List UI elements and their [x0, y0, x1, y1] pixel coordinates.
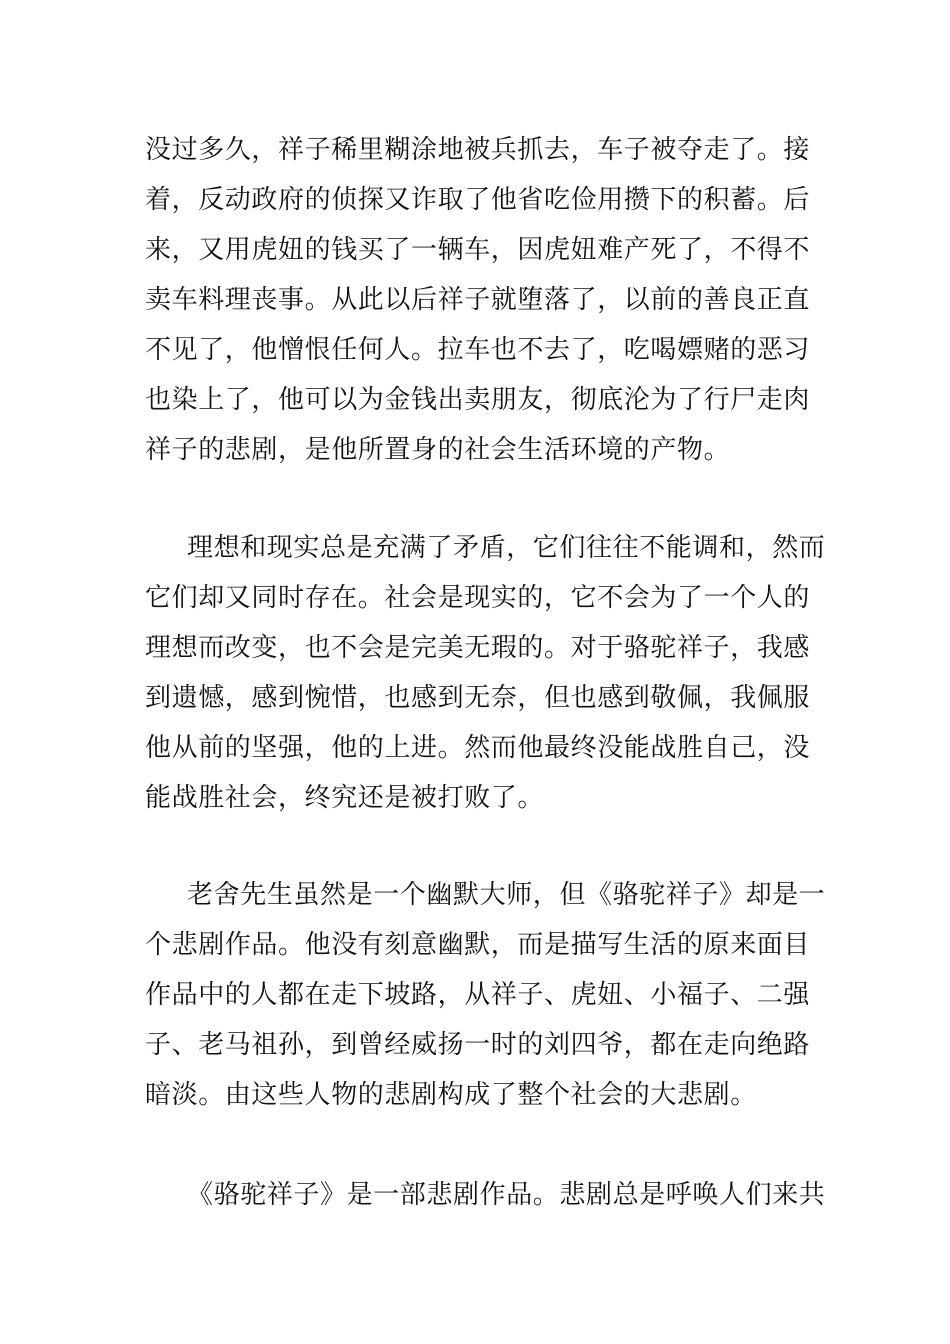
text-line: 子、老马祖孙，到曾经威扬一时的刘四爷，都在走向绝路 [145, 1030, 811, 1060]
text-line: 不见了，他憎恨任何人。拉车也不去了，吃喝嫖赌的恶习 [145, 335, 811, 365]
text-line: 来，又用虎妞的钱买了一辆车，因虎妞难产死了，不得不 [145, 235, 811, 265]
text-line: 到遗憾，感到惋惜，也感到无奈，但也感到敬佩，我佩服 [145, 683, 811, 713]
text-line: 也染上了，他可以为金钱出卖朋友，彻底沦为了行尸走肉 [145, 385, 811, 415]
text-line: 《骆驼祥子》是一部悲剧作品。悲剧总是呼唤人们来共 [187, 1180, 826, 1210]
text-line: 卖车料理丧事。从此以后祥子就堕落了，以前的善良正直 [145, 285, 811, 315]
paragraph-xiangzi-fall [145, 125, 815, 475]
text-line: 暗淡。由这些人物的悲剧构成了整个社会的大悲剧。 [145, 1080, 757, 1110]
text-line: 着，反动政府的侦探又诈取了他省吃俭用攒下的积蓄。后 [145, 185, 811, 215]
text-line: 个悲剧作品。他没有刻意幽默，而是描写生活的原来面目 [145, 930, 811, 960]
text-line: 老舍先生虽然是一个幽默大师，但《骆驼祥子》却是一 [187, 880, 826, 910]
text-line: 作品中的人都在走下坡路，从祥子、虎妞、小福子、二强 [145, 980, 811, 1010]
text-line: 理想和现实总是充满了矛盾，它们往往不能调和，然而 [187, 533, 826, 563]
paragraph-laoshe-tragedy [145, 870, 826, 1120]
text-line: 理想而改变，也不会是完美无瑕的。对于骆驼祥子，我感 [145, 633, 811, 663]
text-line: 他从前的坚强，他的上进。然而他最终没能战胜自己，没 [145, 733, 811, 763]
text-line: 祥子的悲剧，是他所置身的社会生活环境的产物。 [145, 435, 731, 465]
text-line: 能战胜社会，终究还是被打败了。 [145, 783, 545, 813]
paragraph-tragedy-work [145, 1170, 826, 1220]
text-line: 它们却又同时存在。社会是现实的，它不会为了一个人的 [145, 583, 811, 613]
text-line: 没过多久，祥子稀里糊涂地被兵抓去，车子被夺走了。接 [145, 135, 811, 165]
paragraph-ideal-reality [145, 523, 826, 823]
